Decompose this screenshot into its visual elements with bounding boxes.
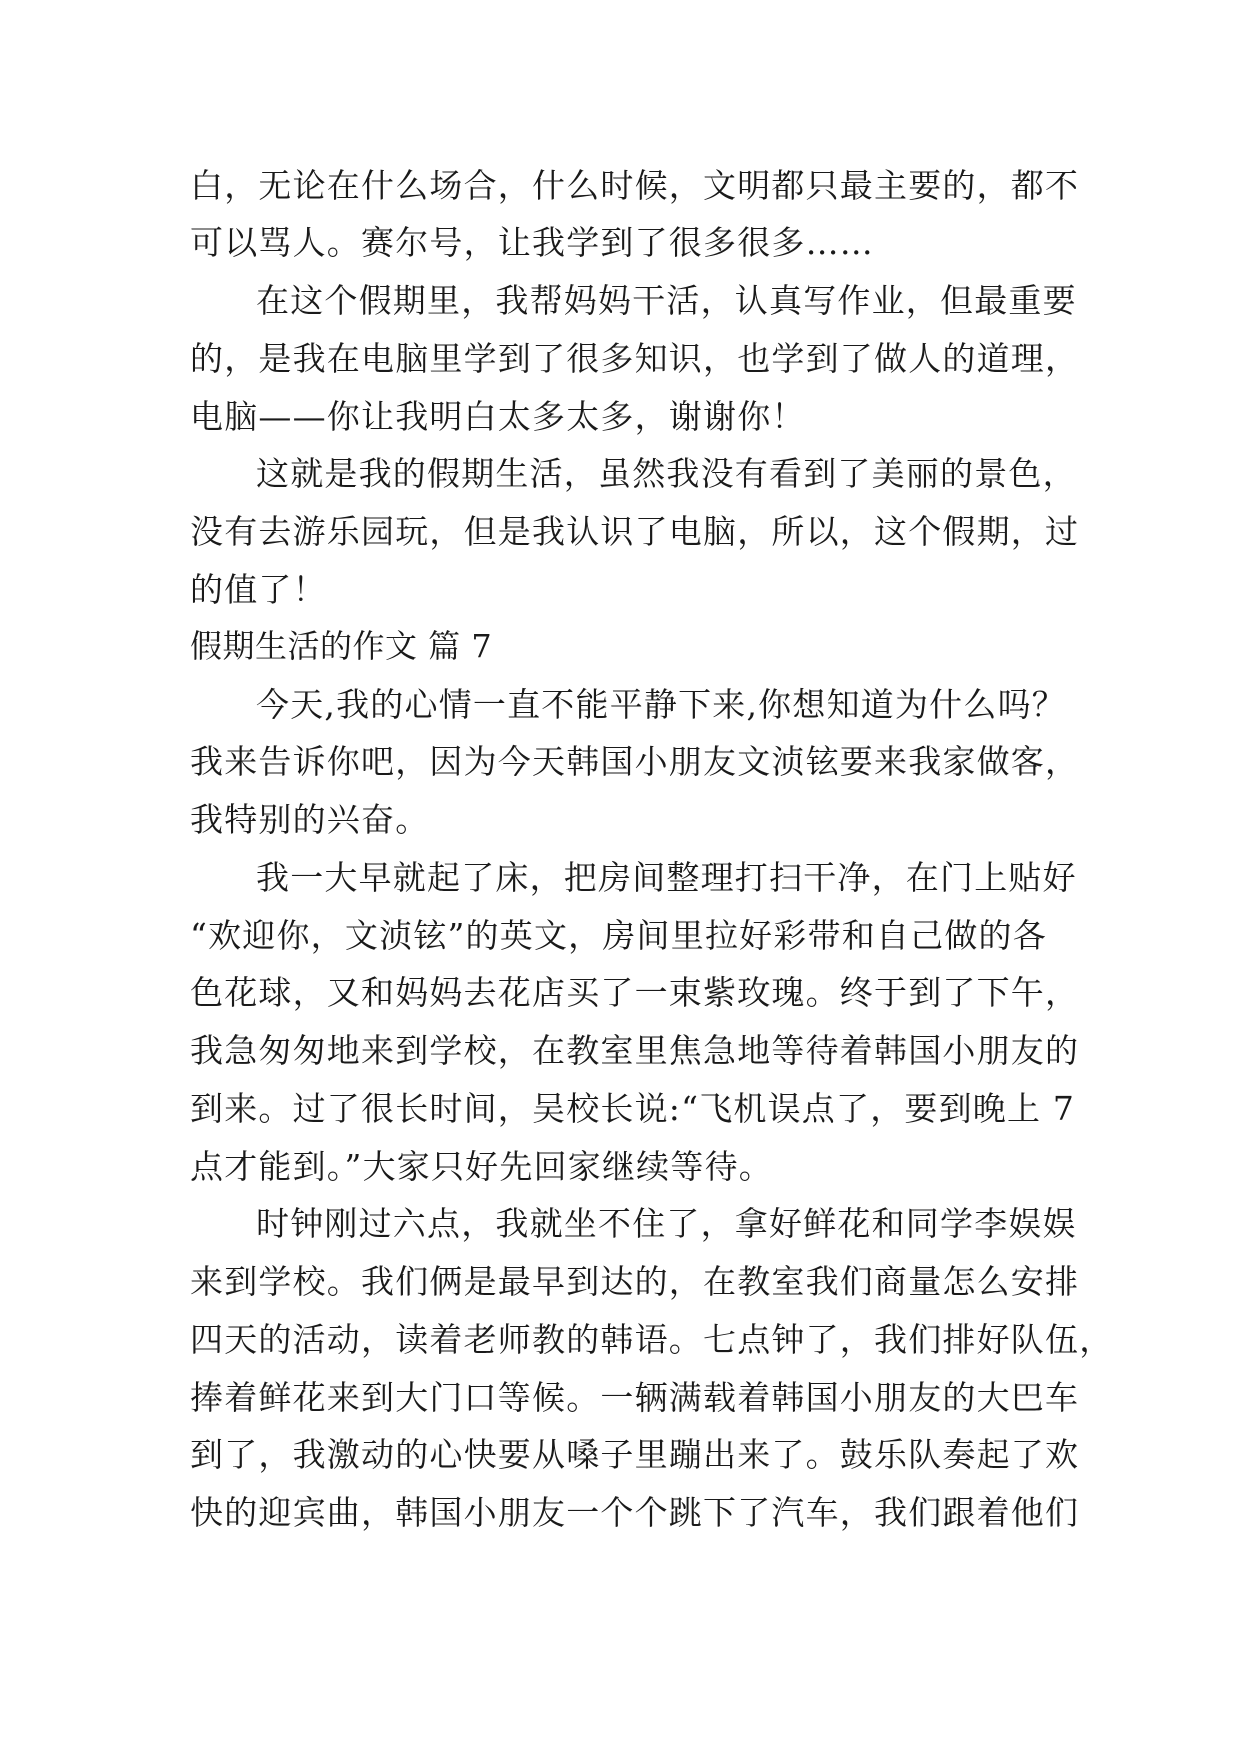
text-line: 没有去游乐园玩，但是我认识了电脑，所以，这个假期，过 — [190, 512, 1080, 551]
text-line: 快的迎宾曲，韩国小朋友一个个跳下了汽车，我们跟着他们 — [190, 1493, 1080, 1532]
text-line: 我来告诉你吧，因为今天韩国小朋友文浈铉要来我家做客， — [190, 742, 1080, 781]
text-line: 白，无论在什么场合，什么时候，文明都只最主要的，都不 — [190, 166, 1080, 205]
text-line: 到了，我激动的心快要从嗓子里蹦出来了。鼓乐队奏起了欢 — [190, 1435, 1080, 1474]
paragraph-first-line: 这就是我的假期生活，虽然我没有看到了美丽的景色， — [256, 454, 1077, 493]
text-line: 色花球，又和妈妈去花店买了一束紫玫瑰。终于到了下午， — [190, 973, 1080, 1012]
paragraph-first-line: 我一大早就起了床，把房间整理打扫干净，在门上贴好 — [256, 858, 1077, 897]
text-line: 的，是我在电脑里学到了很多知识，也学到了做人的道理， — [190, 339, 1080, 378]
text-line: 到来。过了很长时间，吴校长说:“飞机误点了，要到晚上 7 — [190, 1089, 1076, 1128]
paragraph-first-line: 在这个假期里，我帮妈妈干活，认真写作业，但最重要 — [256, 281, 1077, 320]
text-line: 我特别的兴奋。 — [190, 800, 430, 839]
text-line: 可以骂人。赛尔号，让我学到了很多很多…… — [190, 223, 874, 262]
text-line: 的值了！ — [190, 570, 327, 609]
text-line: 捧着鲜花来到大门口等候。一辆满载着韩国小朋友的大巴车 — [190, 1378, 1080, 1417]
text-line: 四天的活动，读着老师教的韩语。七点钟了，我们排好队伍， — [190, 1320, 1114, 1359]
text-line: 来到学校。我们俩是最早到达的，在教室我们商量怎么安排 — [190, 1262, 1080, 1301]
text-line: 电脑——你让我明白太多太多，谢谢你！ — [190, 397, 806, 436]
section-heading: 假期生活的作文 篇 7 — [190, 627, 493, 665]
paragraph-first-line: 时钟刚过六点，我就坐不住了，拿好鲜花和同学李娱娱 — [256, 1204, 1077, 1243]
paragraph-first-line: 今天,我的心情一直不能平静下来,你想知道为什么吗？ — [256, 685, 1066, 724]
text-line: “欢迎你，文浈铉”的英文，房间里拉好彩带和自己做的各 — [190, 916, 1047, 955]
text-line: 我急匆匆地来到学校，在教室里焦急地等待着韩国小朋友的 — [190, 1031, 1080, 1070]
text-line: 点才能到。”大家只好先回家继续等待。 — [190, 1147, 773, 1186]
